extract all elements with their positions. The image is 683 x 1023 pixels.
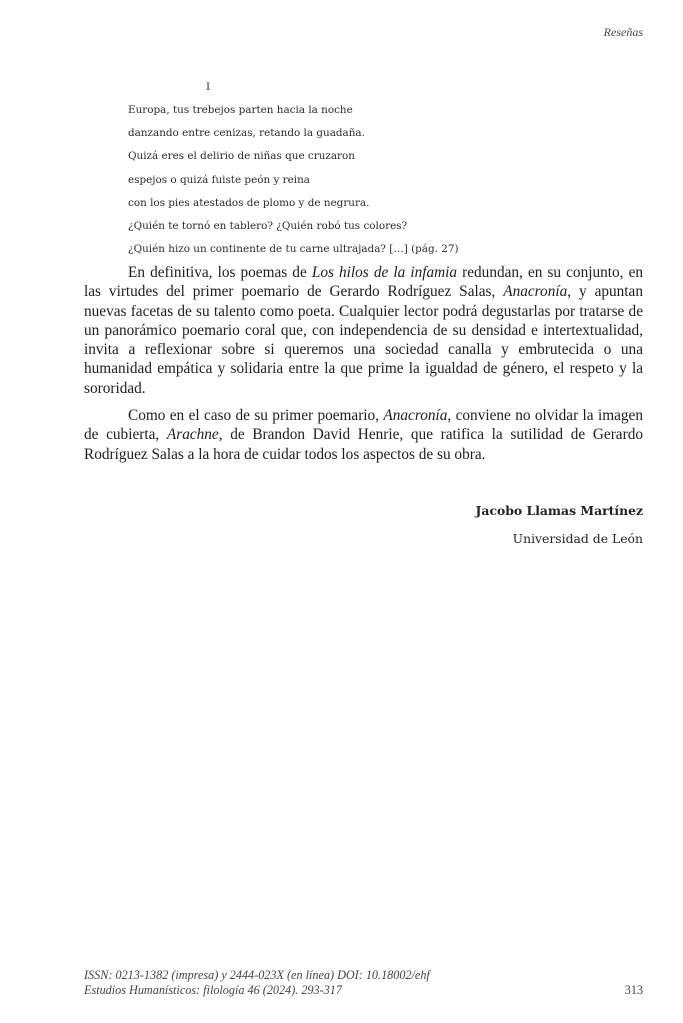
text-run: En definitiva, los poemas de <box>128 264 312 281</box>
poem-verse: danzando entre cenizas, retando la guadaña. <box>128 127 365 140</box>
poem-verse: ¿Quién hizo un continente de tu carne ultrajada? […] (pág. 27) <box>128 243 459 256</box>
text-run: Como en el caso de su primer poemario, <box>128 407 384 425</box>
poem-verse: Quizá eres el delirio de niñas que cruzaron <box>128 150 355 163</box>
book-title: Anacronía <box>383 407 448 425</box>
poem-verse: ¿Quién te tornó en tablero? ¿Quién robó tus colores? <box>128 219 408 232</box>
reviewer-affiliation: Universidad de León <box>512 531 643 546</box>
text-run: , de Brandon David Henrie, que ratifica la sutilidad de Gerardo Rodríguez Salas a la hora de cuidar todos los aspectos de su obra. <box>84 426 643 463</box>
poem-quote <box>128 79 459 264</box>
artwork-title: Arachne <box>166 426 219 444</box>
review-signature <box>476 501 643 549</box>
footer-issn-doi: ISSN: 0213-1382 (impresa) y 2444-023X (en línea) DOI: 10.18002/ehf <box>84 968 430 982</box>
book-title: Anacronía <box>503 283 568 301</box>
text-run: , conviene no olvidar la imagen de cubierta, <box>84 407 643 444</box>
poem-section-numeral: I <box>206 81 211 93</box>
page-number: 313 <box>624 983 643 997</box>
paragraph-cover <box>84 406 643 464</box>
reviewer-name: Jacobo Llamas Martínez <box>475 503 643 518</box>
poem-verse: con los pies atestados de plomo y de negrura. <box>128 196 370 209</box>
paragraph-conclusion <box>84 263 643 398</box>
text-run: redundan, en su conjunto, en las virtudes del primer poemario de Gerardo Rodríguez Salas, <box>84 264 644 301</box>
footer-journal-citation: Estudios Humanísticos: filología 46 (2024). 293-317 <box>84 983 342 997</box>
poem-verse: Europa, tus trebejos parten hacia la noche <box>128 104 353 116</box>
review-body <box>84 263 643 472</box>
book-title: Los hilos de la infamia <box>311 264 458 281</box>
running-header: Reseñas <box>603 25 643 39</box>
poem-verse: espejos o quizá fuiste peón y reina <box>128 173 310 186</box>
page-footer <box>84 968 643 998</box>
text-run: , y apuntan nuevas facetas de su talento como poeta. Cualquier lector podrá degustarlas por tratarse de un panorámico poemario coral que, con independencia de su densidad e intertextualidad, invita a reflexionar sobre si queremos una sociedad canalla y embrutecida o una humanidad empática y solidaria entre la que prime la igualdad de género, el respeto y la sororidad. <box>84 283 643 397</box>
